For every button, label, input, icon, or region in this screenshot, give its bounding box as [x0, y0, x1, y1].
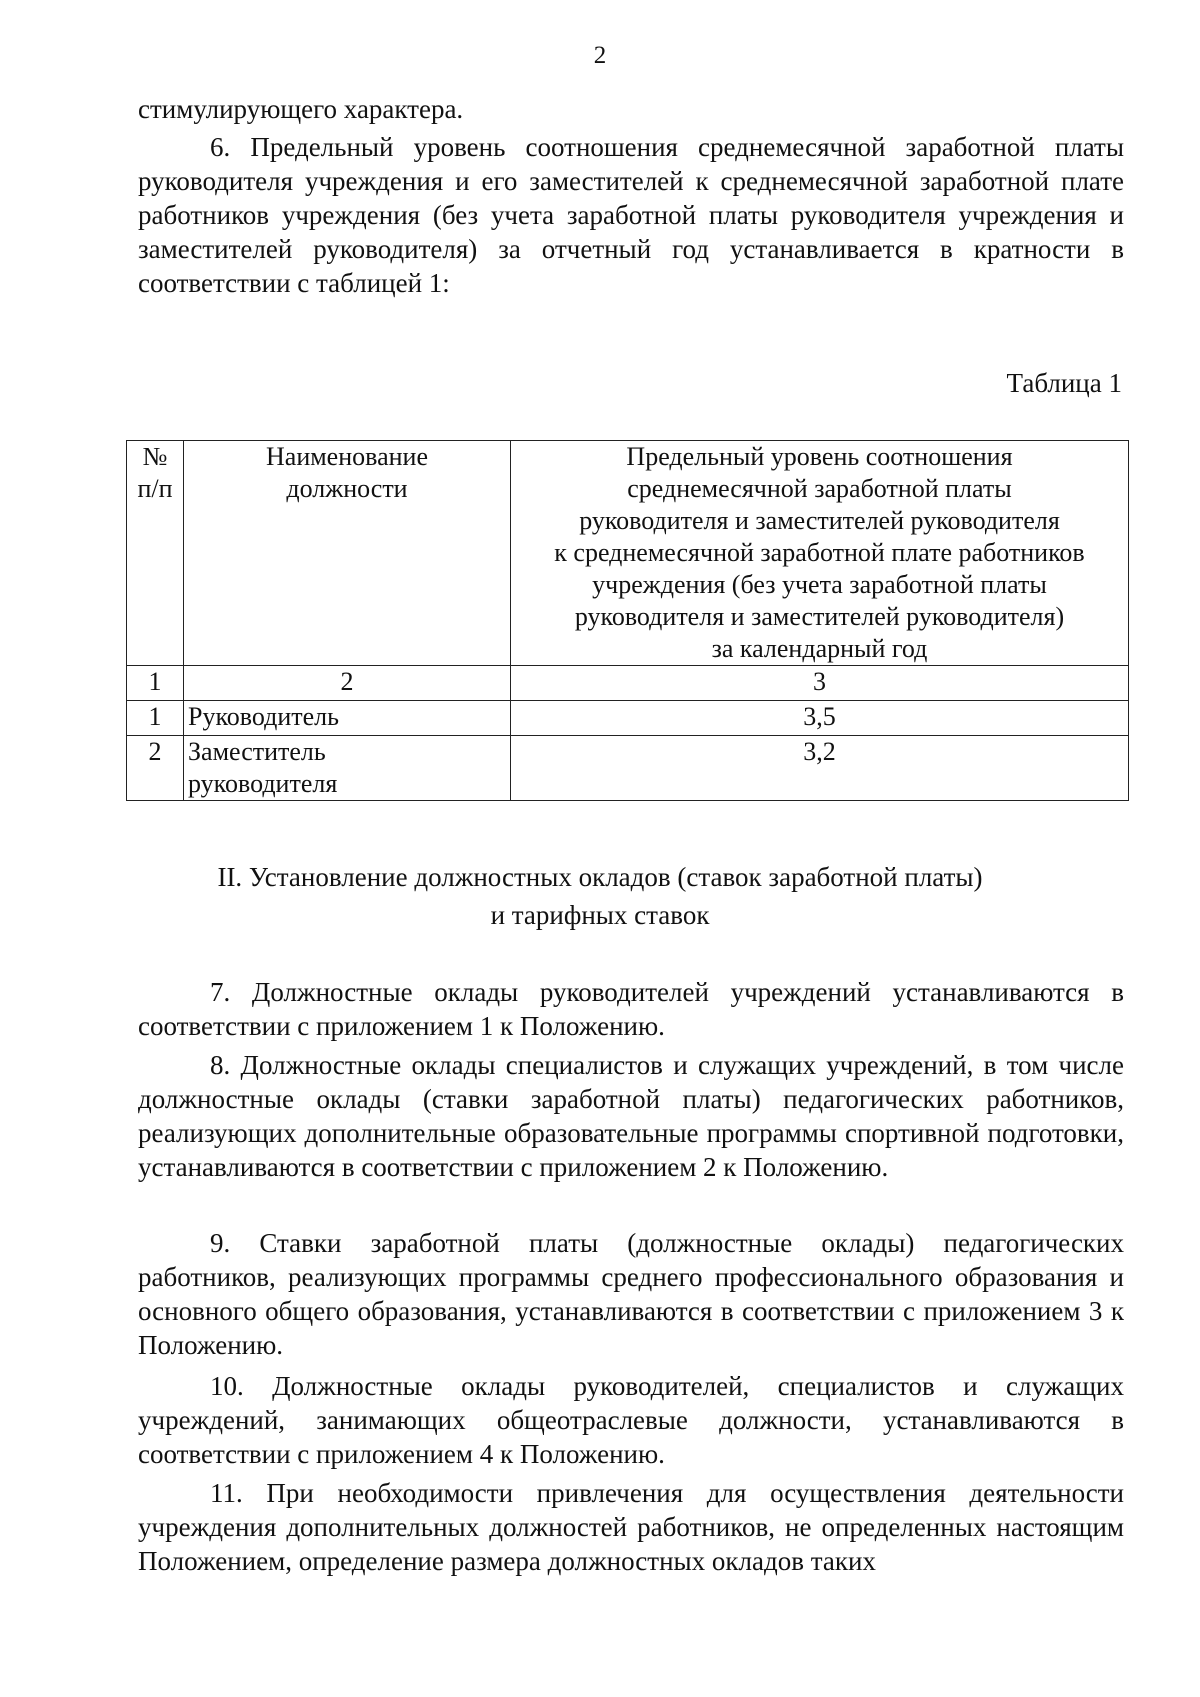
header-ratio-line: к среднемесячной заработной плате работников	[554, 538, 1085, 567]
table-row	[127, 701, 1129, 736]
page-number: 2	[593, 42, 607, 69]
header-ratio-line: за календарный год	[711, 634, 928, 663]
paragraph-7: 7. Должностные оклады руководителей учреждений устанавливаются в соответствии с приложением 1 к Положению.	[138, 977, 1124, 1041]
header-number-symbol: №	[142, 442, 168, 471]
header-ratio-line: среднемесячной заработной платы	[627, 474, 1012, 503]
row-number-cell: 2	[127, 736, 184, 801]
header-position-name	[184, 441, 511, 666]
header-ratio-line: Предельный уровень соотношения	[626, 442, 1013, 471]
paragraph-8: 8. Должностные оклады специалистов и служащих учреждений, в том числе должностные оклады (ставки заработной платы) педагогических работников, реализующих дополнительные образовательные программы спортивной подготовки, устанавливаются в соответствии с приложением 2 к Положению.	[138, 1050, 1124, 1182]
table-header-row	[127, 441, 1129, 666]
header-ratio-line: учреждения (без учета заработной платы	[592, 570, 1047, 599]
row-position-cell: Руководитель	[184, 701, 511, 736]
header-ratio-line: руководителя и заместителей руководителя)	[574, 602, 1065, 631]
header-position-line1: Наименование	[266, 442, 428, 471]
ratio-table	[126, 440, 1129, 801]
row-position-cell	[184, 736, 511, 801]
header-number-abbr: п/п	[137, 474, 173, 503]
paragraph-6: 6. Предельный уровень соотношения среднемесячной заработной платы руководителя учреждения и его заместителей к среднемесячной заработной плате работников учреждения (без учета заработной платы руководителя учреждения и заместителей руководителя) за отчетный год устанавливается в кратности в соответствии с таблицей 1:	[138, 132, 1124, 298]
paragraph-continuation: стимулирующего характера.	[138, 94, 464, 124]
table-row	[127, 736, 1129, 801]
row-number-cell: 1	[127, 701, 184, 736]
section-title-line2: и тарифных ставок	[490, 900, 710, 930]
header-ratio-line: руководителя и заместителей руководителя	[579, 506, 1060, 535]
row-ratio-cell: 3,5	[511, 701, 1129, 736]
column-number-cell: 1	[127, 666, 184, 701]
header-position-line2: должности	[286, 474, 408, 503]
row-position-line1: Заместитель	[188, 737, 326, 766]
header-ratio	[511, 441, 1129, 666]
section-title-line1: II. Установление должностных окладов (ставок заработной платы)	[217, 862, 983, 892]
row-position-line2: руководителя	[188, 769, 338, 798]
column-number-cell: 2	[184, 666, 511, 701]
row-ratio-cell: 3,2	[511, 736, 1129, 801]
paragraph-9: 9. Ставки заработной платы (должностные оклады) педагогических работников, реализующих программы среднего профессионального образования и основного общего образования, устанавливаются в соответствии с приложением 3 к Положению.	[138, 1228, 1124, 1360]
paragraph-11: 11. При необходимости привлечения для осуществления деятельности учреждения дополнительных должностей работников, не определенных настоящим Положением, определение размера должностных окладов таких	[138, 1478, 1124, 1576]
header-number	[127, 441, 184, 666]
column-number-cell: 3	[511, 666, 1129, 701]
paragraph-10: 10. Должностные оклады руководителей, специалистов и служащих учреждений, занимающих общеотраслевые должности, устанавливаются в соответствии с приложением 4 к Положению.	[138, 1371, 1124, 1469]
column-number-row	[127, 666, 1129, 701]
table-caption: Таблица 1	[1006, 368, 1122, 398]
section-title	[0, 858, 1200, 934]
